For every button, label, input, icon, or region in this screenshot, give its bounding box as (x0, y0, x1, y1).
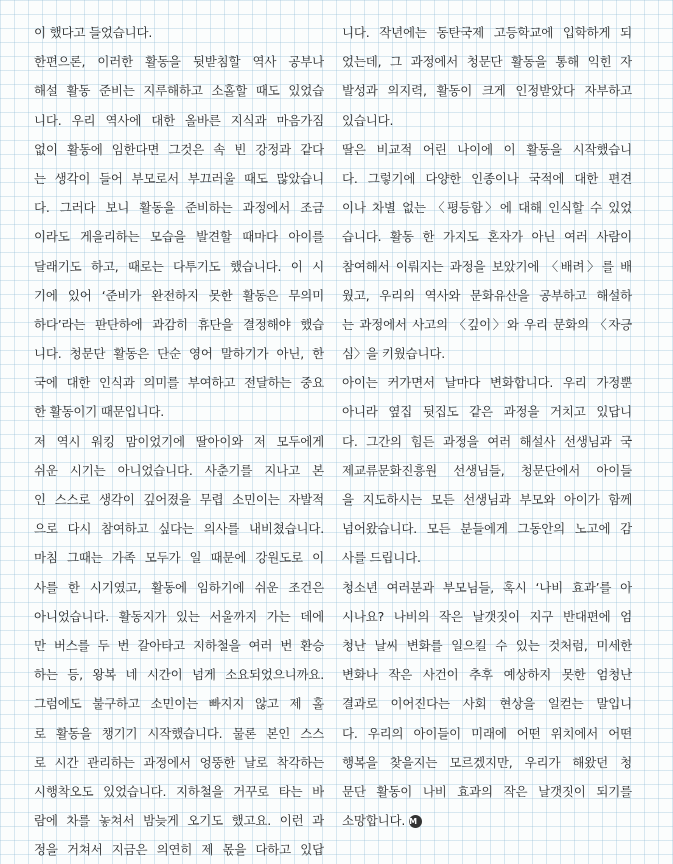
text-line-content: 한편으론, 이러한 활동을 뒷받침할 역사 공부나 (34, 54, 324, 70)
text-line-content: 시행착오도 있었습니다. 지하철을 거꾸로 타는 바 (34, 783, 324, 799)
text-line-content: 는 생각이 들어 부모로서 부끄러울 때도 많았습니 (34, 170, 324, 186)
text-line (342, 18, 632, 47)
text-line-content: 그럼에도 불구하고 소민이는 빠지지 않고 제 홀 (34, 696, 324, 712)
text-line (34, 339, 324, 368)
text-line (342, 427, 632, 456)
text-line-content: 있습니다. (342, 112, 394, 128)
text-line-content: 행복을 찾을지는 모르겠지만, 우리가 해왔던 청 (342, 754, 632, 770)
text-line-content: 다. 우리의 아이들이 미래에 어떤 위치에서 어떤 (342, 725, 632, 741)
text-line (342, 456, 632, 485)
text-line (342, 573, 632, 602)
text-line-content: 웠고, 우리의 역사와 문화유산을 공부하고 해설하 (342, 287, 632, 303)
text-line-content: 다. 그간의 힘든 과정을 여러 해설사 선생님과 국 (342, 433, 632, 449)
text-line-content: 문단 활동이 나비 효과의 작은 날갯짓이 되기를 (342, 783, 632, 799)
text-line (342, 222, 632, 251)
text-line-content: 변화나 작은 사건이 추후 예상하지 못한 엄청난 (342, 667, 632, 683)
text-line-content: 습니다. 활동 한 가지도 혼자가 아닌 여러 사람이 (342, 229, 632, 245)
text-line (34, 660, 324, 689)
text-line (34, 47, 324, 76)
text-line (342, 514, 632, 543)
text-line (342, 47, 632, 76)
text-line (342, 76, 632, 105)
text-line (34, 193, 324, 222)
text-line-content: 사를 한 시기였고, 활동에 임하기에 쉬운 조건은 (34, 579, 324, 595)
text-line (342, 193, 632, 222)
text-line (34, 748, 324, 777)
text-line-content: 아이는 커가면서 날마다 변화합니다. 우리 가정뿐 (342, 375, 632, 391)
text-line-content: 람에 차를 놓쳐서 밤늦게 오기도 했고요. 이런 과 (34, 813, 324, 829)
text-line-content: 저 역시 워킹 맘이었기에 딸아이와 저 모두에게 (34, 433, 324, 449)
text-line (34, 368, 324, 397)
text-line-content: 발성과 의지력, 활동이 크게 인정받았다 자부하고 (342, 83, 632, 99)
text-line-content: 제교류문화진흥원 선생님들, 청문단에서 아이들 (342, 462, 632, 478)
text-line (342, 660, 632, 689)
text-line (342, 368, 632, 397)
text-line-content: 하다’라는 판단하에 과감히 휴단을 결정해야 했습 (34, 316, 324, 332)
text-line-content: 로 활동을 챙기기 시작했습니다. 물론 본인 스스 (34, 725, 324, 741)
text-line (34, 689, 324, 718)
text-line-content: 이 했다고 들었습니다. (34, 25, 153, 40)
text-line-content: 심〉을 키웠습니다. (342, 346, 445, 362)
text-line (34, 514, 324, 543)
text-line (34, 806, 324, 835)
text-line (34, 18, 324, 47)
text-line (342, 281, 632, 310)
text-line-content: 만 버스를 두 번 갈아타고 지하철을 여러 번 환승 (34, 637, 324, 653)
left-text-column (34, 18, 324, 864)
text-line-content: 청난 날씨 변화를 일으킬 수 있는 것처럼, 미세한 (342, 637, 632, 653)
text-line-content: 넘어왔습니다. 모든 분들에게 그동안의 노고에 감 (342, 521, 632, 537)
text-line (342, 806, 632, 835)
text-line (342, 339, 632, 368)
text-line (342, 719, 632, 748)
text-line (34, 106, 324, 135)
text-line (342, 543, 632, 572)
text-line (342, 777, 632, 806)
text-line (34, 485, 324, 514)
text-line-content: 달래기도 하고, 때로는 다투기도 했습니다. 이 시 (34, 258, 324, 274)
text-line-content: 소망합니다. (342, 813, 406, 829)
text-line-content: 국에 대한 인식과 의미를 부여하고 전달하는 중요 (34, 375, 324, 391)
text-line-content: 이라도 게을리하는 모습을 발견할 때마다 아이를 (34, 229, 324, 245)
text-line (34, 543, 324, 572)
text-line (34, 135, 324, 164)
text-line (34, 835, 324, 864)
text-line-content: 해설 활동 준비는 지루해하고 소홀할 때도 있었습 (34, 83, 324, 99)
text-line-content: 아니었습니다. 활동지가 있는 서울까지 가는 데에 (34, 608, 324, 624)
text-line-content: 아니라 옆집 뒷집도 같은 과정을 거치고 있답니 (342, 404, 632, 420)
text-line (34, 456, 324, 485)
text-line-content: 하는 등, 왕복 네 시간이 넘게 소요되었으니까요. (34, 667, 324, 683)
text-line-content: 한 활동이기 때문입니다. (34, 404, 165, 420)
end-mark-logo-icon: M (409, 815, 422, 828)
text-line (34, 719, 324, 748)
text-line (342, 310, 632, 339)
text-line-content: 없이 활동에 임한다면 그것은 속 빈 강정과 같다 (34, 141, 324, 157)
text-line-content: 다. 그렇기에 다양한 인종이나 국적에 대한 편견 (342, 170, 632, 186)
text-line-content: 이나 차별 없는 〈평등함〉에 대해 인식할 수 있었 (342, 200, 632, 216)
text-line (342, 485, 632, 514)
text-line (34, 164, 324, 193)
text-line (342, 397, 632, 426)
text-line (342, 164, 632, 193)
text-line (34, 252, 324, 281)
text-line-content: 결과로 이어진다는 사회 현상을 일컫는 말입니 (342, 696, 632, 712)
text-line-content: 사를 드립니다. (342, 550, 421, 566)
text-line (34, 573, 324, 602)
text-line-content: 쉬운 시기는 아니었습니다. 사춘기를 지나고 본 (34, 462, 324, 478)
text-line (34, 777, 324, 806)
text-line (34, 310, 324, 339)
text-line-content: 으로 다시 참여하고 싶다는 의사를 내비쳤습니다. (34, 521, 324, 537)
text-line (342, 631, 632, 660)
text-line (342, 748, 632, 777)
text-line-content: 마침 그때는 가족 모두가 일 때문에 강원도로 이 (34, 550, 324, 566)
text-line-content: 청소년 여러분과 부모님들, 혹시 ‘나비 효과’를 아 (342, 579, 632, 595)
text-line-content: 로 시간 관리하는 과정에서 엉뚱한 날로 착각하는 (34, 754, 324, 770)
text-line-content: 시나요? 나비의 작은 날갯짓이 지구 반대편에 엄 (342, 608, 632, 624)
text-line-content: 니다. 우리 역사에 대한 올바른 지식과 마음가짐 (34, 112, 324, 128)
text-line-content: 인 스스로 생각이 깊어졌을 무렵 소민이는 자발적 (34, 492, 324, 507)
text-line (342, 689, 632, 718)
text-line (342, 252, 632, 281)
text-line (342, 602, 632, 631)
text-line (34, 397, 324, 426)
text-line-content: 었는데, 그 과정에서 청문단 활동을 통해 익힌 자 (342, 54, 632, 70)
text-line (34, 281, 324, 310)
text-line (342, 135, 632, 164)
text-line (34, 222, 324, 251)
text-line (34, 602, 324, 631)
text-line (342, 106, 632, 135)
text-line-content: 니다. 청문단 활동은 단순 영어 말하기가 아닌, 한 (34, 346, 324, 362)
text-line-content: 다. 그러다 보니 활동을 준비하는 과정에서 조금 (34, 200, 324, 216)
text-line-content: 참여해서 이뤄지는 과정을 보았기에 〈배려〉를 배 (342, 258, 632, 274)
right-text-column (342, 18, 632, 835)
text-line-content: 는 과정에서 사고의 〈깊이〉와 우리 문화의 〈자긍 (342, 316, 632, 332)
text-line-content: 정을 거쳐서 지금은 의연히 제 몫을 다하고 있답 (34, 842, 324, 858)
text-line-content: 기에 있어 ‘준비가 완전하지 못한 활동은 무의미 (34, 287, 324, 303)
text-line-content: 딸은 비교적 어린 나이에 이 활동을 시작했습니 (342, 141, 632, 157)
text-line-content: 니다. 작년에는 동탄국제 고등학교에 입학하게 되 (342, 25, 632, 40)
text-line (34, 76, 324, 105)
text-line (34, 631, 324, 660)
text-line (34, 427, 324, 456)
text-line-content: 을 지도하시는 모든 선생님과 부모와 아이가 함께 (342, 492, 632, 507)
